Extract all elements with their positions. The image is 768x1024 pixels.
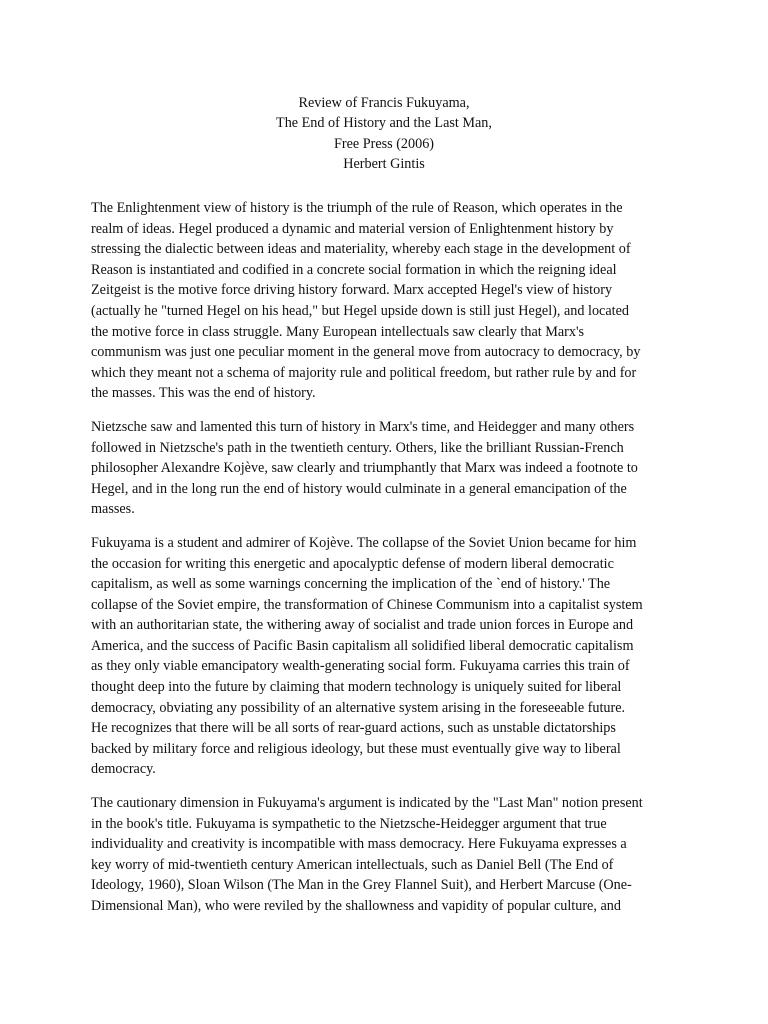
- text-line: Ideology, 1960), Sloan Wilson (The Man in the Grey Flannel Suit), and Herbert Marcuse (One-: [91, 877, 632, 894]
- text-line: key worry of mid-twentieth century American intellectuals, such as Daniel Bell (The End of: [91, 856, 614, 873]
- text-line: stressing the dialectic between ideas and materiality, whereby each stage in the development of: [91, 241, 631, 258]
- text-line: which they meant not a schema of majority rule and political freedom, but rather rule by and for: [91, 364, 637, 381]
- text-line: collapse of the Soviet empire, the transformation of Chinese Communism into a capitalist system: [91, 596, 643, 613]
- text-line: The Enlightenment view of history is the triumph of the rule of Reason, which operates in the: [91, 200, 623, 216]
- title-block: [0, 93, 768, 175]
- text-line: Zeitgeist is the motive force driving history forward. Marx accepted Hegel's view of history: [91, 282, 613, 299]
- text-line: with an authoritarian state, the withering away of socialist and trade union forces in Europe and: [91, 617, 634, 634]
- text-line: thought deep into the future by claiming that modern technology is uniquely suited for liberal: [91, 679, 622, 696]
- text-line: the occasion for writing this energetic and apocalyptic defense of modern liberal democratic: [91, 555, 614, 572]
- text-line: democracy, obviating any possibility of an alternative system arising in the foreseeable future.: [91, 699, 626, 716]
- text-line: Hegel, and in the long run the end of history would culminate in a general emancipation of the: [91, 480, 627, 497]
- text-line: Reason is instantiated and codified in a concrete social formation in which the reigning ideal: [91, 261, 617, 278]
- paragraph-2: [91, 417, 691, 520]
- text-line: as they only viable emancipatory wealth-generating social form. Fukuyama carries this train of: [91, 658, 630, 675]
- text-line: Fukuyama is a student and admirer of Kojève. The collapse of the Soviet Union became for him: [91, 534, 637, 551]
- text-line: the motive force in class struggle. Many European intellectuals saw clearly that Marx's: [91, 323, 585, 340]
- review-title: Review of Francis Fukuyama,: [298, 95, 470, 111]
- text-line: realm of ideas. Hegel produced a dynamic and material version of Enlightenment history by: [91, 220, 614, 237]
- paragraph-1: [91, 198, 691, 404]
- text-line: Dimensional Man), who were reviled by the shallowness and vapidity of popular culture, and: [91, 898, 621, 914]
- publisher-line: Free Press (2006): [333, 135, 435, 152]
- text-line: capitalism, as well as some warnings concerning the implication of the `end of history.' The: [91, 576, 611, 593]
- text-line: individuality and creativity is incompatible with mass democracy. Here Fukuyama expresses a: [91, 836, 627, 853]
- text-line: (actually he "turned Hegel on his head," but Hegel upside down is still just Hegel), and located: [91, 302, 629, 319]
- text-line: followed in Nietzsche's path in the twentieth century. Others, like the brilliant Russian-French: [91, 439, 624, 456]
- paragraph-4: [91, 793, 691, 917]
- text-line: backed by military force and religious ideology, but these must eventually give way to liberal: [91, 740, 621, 757]
- text-line: He recognizes that there will be all sorts of rear-guard actions, such as unstable dictatorships: [91, 720, 616, 737]
- text-line: America, and the success of Pacific Basin capitalism all solidified liberal democratic capitalism: [91, 637, 634, 654]
- text-line: the masses. This was the end of history.: [91, 385, 316, 402]
- text-line: masses.: [91, 501, 135, 518]
- text-line: Nietzsche saw and lamented this turn of history in Marx's time, and Heidegger and many others: [91, 418, 635, 435]
- body-text: [91, 198, 691, 930]
- paragraph-3: [91, 533, 691, 780]
- text-line: communism was just one peculiar moment in the general move from autocracy to democracy, by: [91, 344, 641, 361]
- text-line: in the book's title. Fukuyama is sympathetic to the Nietzsche-Heidegger argument that true: [91, 815, 607, 832]
- text-line: democracy.: [91, 761, 156, 778]
- text-line: The cautionary dimension in Fukuyama's argument is indicated by the "Last Man" notion present: [91, 795, 643, 812]
- text-line: philosopher Alexandre Kojève, saw clearly and triumphantly that Marx was indeed a footnote to: [91, 460, 638, 477]
- author-name: Herbert Gintis: [343, 156, 425, 173]
- book-title: The End of History and the Last Man,: [276, 115, 492, 132]
